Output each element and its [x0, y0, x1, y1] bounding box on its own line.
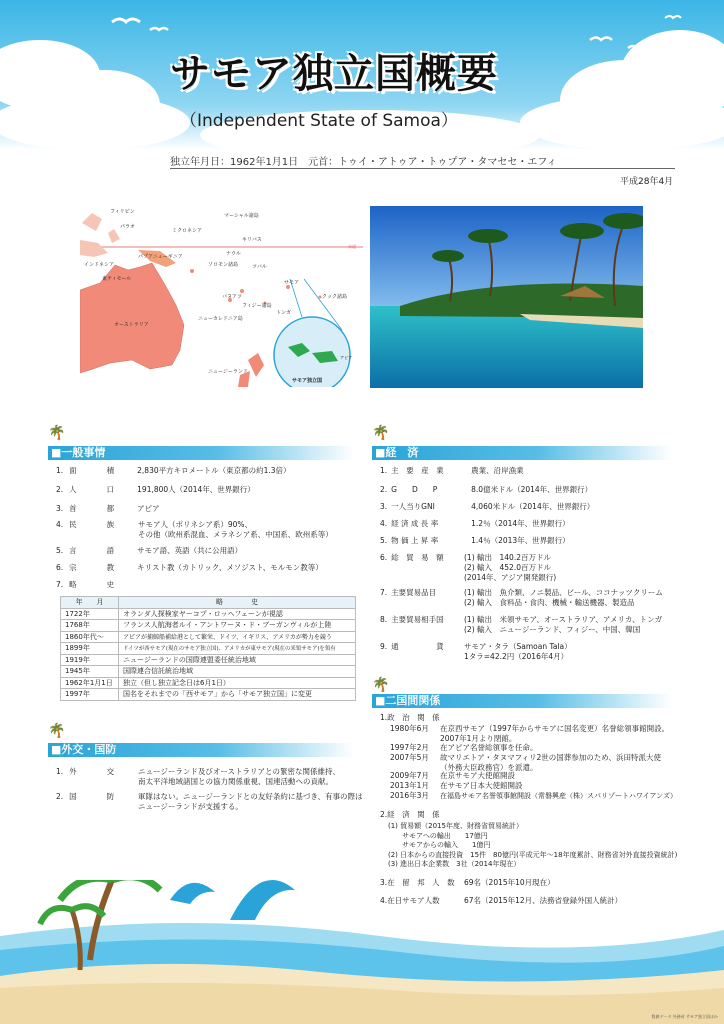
political-entry-text: 故マリエトア・タヌマフィリ2世の国葬参加のため、浜田特派大使 （外務大臣政務官）を派遣。	[440, 753, 661, 772]
map-label: 東ティモール	[102, 276, 132, 282]
map-label: パプアニューギニア	[138, 254, 183, 260]
political-entry-text: 在京サモア大使館開設	[440, 771, 515, 780]
political-entry-text: 在福島サモア名誉領事館開設（常磐興産（株）スパリゾートハワイアンズ）	[440, 792, 677, 800]
list-item-value: サモア人（ポリネシア系）90%、 その他（欧州系混血、メラネシア系、中国系、欧州系等）	[138, 520, 333, 539]
map-label: マーシャル諸島	[224, 213, 259, 219]
list-item: 2. G D P 8.0億米ドル（2014年、世界銀行）	[380, 485, 593, 494]
map-label: サモア	[284, 280, 300, 286]
palm-tree-icon: 🌴	[48, 425, 66, 441]
palm-tree-icon: 🌴	[372, 677, 390, 693]
subsection-label: 2.経 済 関 係	[380, 810, 440, 819]
map-label: バヌアツ	[222, 294, 243, 300]
table-row: 1997年 国名をそれまでの「西サモア」から「サモア独立国」に変更	[61, 689, 356, 701]
page-title: サモア独立国概要	[170, 51, 498, 97]
list-item-value: (1) 輸出 米領サモア、オーストラリア、アメリカ、トンガ (2) 輸入 ニュージーランド、フィジー、中国、韓国	[464, 615, 663, 634]
table-row: 1722年 オランダ人探検家ヤーコプ・ロッヘフェーンが視認	[61, 608, 356, 620]
map-label: トンガ	[276, 310, 292, 316]
map-label: クック諸島	[322, 294, 348, 300]
residents-label: 3.在 留 邦 人 数	[380, 878, 455, 887]
table-header: 略 史	[119, 597, 356, 609]
political-entry-text: 在アピア名誉総領事を任命。	[440, 743, 538, 752]
independence-head-of-state: 独立年月日：1962年1月1日 元首：トゥイ・アトゥア・トゥプア・タマセセ・エフィ	[170, 157, 557, 168]
list-item: 8. 主要貿易相手国	[380, 615, 444, 624]
divider	[170, 168, 675, 169]
palm-tree-icon: 🌴	[48, 723, 66, 739]
map-label: ソロモン諸島	[208, 262, 239, 268]
table-row: 1919年 ニュージーランドの国際連盟委任統治地域	[61, 654, 356, 666]
map-label: パラオ	[120, 224, 136, 230]
page-subtitle: （Independent State of Samoa）	[180, 111, 458, 131]
list-item-value: ニュージーランド及びオーストラリアとの緊密な関係維持、 南太平洋地域諸国との協力関係重視、国連活動への貢献。	[138, 767, 340, 786]
map-label: ニュージーランド	[208, 369, 248, 375]
list-item: 5. 言 語 サモア語、英語（共に公用語）	[56, 546, 243, 555]
table-header: 年 月	[61, 597, 119, 609]
beach-illustration	[0, 880, 724, 1024]
map-label: アピア	[340, 355, 352, 360]
list-item: 6. 宗 教 キリスト教（カトリック、メソジスト、モルモン教等）	[56, 563, 323, 572]
list-item: 1. 外 交	[56, 767, 115, 776]
list-item-value: (1) 輸出 140.2百万ドル (2) 輸入 452.0百万ドル (2014年、アジア開発銀行)	[464, 553, 557, 582]
political-entry: 2009年7月	[390, 771, 429, 780]
beach-photo	[370, 206, 643, 388]
political-entry: 1997年2月	[390, 743, 429, 752]
list-item: 7. 主要貿易品目	[380, 588, 437, 597]
report-date: 平成28年4月	[620, 177, 674, 187]
political-entry-text: 在サモア日本大使館開設	[440, 781, 523, 790]
region-map	[80, 205, 363, 387]
residents-value: 69名（2015年10月現在）	[464, 878, 555, 887]
political-entry: 1980年6月	[390, 724, 429, 733]
political-entry: 2016年3月	[390, 791, 429, 800]
table-row: 1860年代〜 アピアが捕鯨船補給港として繁栄、ドイツ、イギリス、アメリカが勢力を競う	[61, 631, 356, 643]
map-label: ツバル	[252, 264, 267, 270]
list-item: 5. 物 価 上 昇 率 1.4％（2013年、世界銀行）	[380, 536, 570, 545]
list-item: 2. 人 口 191,800人（2014年、世界銀行）	[56, 485, 255, 494]
list-item: 3. 一人当りGNI 4,060米ドル（2014年、世界銀行）	[380, 502, 595, 511]
history-table	[60, 596, 356, 701]
list-item-value: (1) 輸出 魚介類、ノニ製品、ビール、ココナッツクリーム (2) 輸入 食料品・食肉、機械・輸送機器、製造品	[464, 588, 663, 607]
list-item: 6. 総 貿 易 額	[380, 553, 444, 562]
samoans-value: 67名（2015年12月、法務省登録外国人統計）	[464, 896, 623, 905]
political-entry-text: 在京西サモア（1997年からサモアに国名変更）名誉総領事館開設。 2007年1月より閉館。	[440, 724, 670, 743]
table-row: 1899年 ドイツが西サモア(現在のサモア独立国)、アメリカが東サモア(現在の米領サモア)を領有	[61, 643, 356, 655]
dolphin-icon	[170, 880, 295, 920]
samoans-label: 4.在日サモア人数	[380, 896, 440, 905]
map-label: ミクロネシア	[172, 228, 203, 234]
list-item: 2. 国 防	[56, 792, 115, 801]
credit-note: 数値データ 外務省 サモア独立国ほか	[651, 1014, 718, 1019]
economic-relations: (1) 貿易額（2015年度、財務省貿易統計） サモアへの輸出 17億円 サモアからの輸入 1億円 (2) 日本からの直接投資 15件 80億円(平成元年〜18年度累計、財務省対外直接投資統計) (3) 進出日本企業数 3社（2014年現在）	[388, 822, 678, 868]
section-heading-general: ■一般事情	[48, 446, 354, 460]
map-label: 赤道	[348, 244, 356, 249]
political-entry: 2013年1月	[390, 781, 429, 790]
list-item: 4. 民 族	[56, 520, 115, 529]
table-row: 1962年1月1日 独立（但し独立記念日は6月1日）	[61, 677, 356, 689]
list-item: 1. 主 要 産 業 農業、沿岸漁業	[380, 466, 524, 475]
list-item-value: 軍隊はない。ニュージーランドとの友好条約に基づき、有事の際は ニュージーランドが支援する。	[138, 792, 363, 811]
table-row: 1768年 フランス人航海者ルイ・アントワーヌ・ド・ブーガンヴィルが上陸	[61, 620, 356, 632]
list-item-value: サモア・タラ（Samoan Tala） 1タラ=42.2円（2016年4月）	[464, 642, 572, 661]
list-item: 9. 通 貨	[380, 642, 444, 651]
map-label: キリバス	[242, 237, 262, 243]
map-label: ニューカレドニア島	[198, 316, 243, 322]
palm-tree-icon: 🌴	[372, 425, 390, 441]
map-label: フィジー諸島	[242, 303, 272, 309]
map-label: ナウル	[226, 251, 241, 257]
subsection-label: 1.政 治 関 係	[380, 713, 440, 722]
section-heading-diplomacy: ■外交・国防	[48, 743, 354, 757]
list-item: 4. 経 済 成 長 率 1.2％（2014年、世界銀行）	[380, 519, 570, 528]
map-label: インドネシア	[84, 262, 114, 268]
map-label: フィリピン	[110, 209, 135, 215]
map-inset-caption: サモア独立国	[292, 378, 323, 384]
political-entry: 2007年5月	[390, 753, 429, 762]
map-label: オーストラリア	[114, 322, 149, 328]
section-heading-economy: ■経 済	[372, 446, 672, 460]
table-row: 1945年 国際連合信託統治地域	[61, 666, 356, 678]
list-item: 7. 略 史	[56, 580, 115, 589]
list-item: 1. 面 積 2,830平方キロメートル（東京都の約1.3倍）	[56, 466, 291, 475]
list-item: 3. 首 都 アピア	[56, 504, 160, 513]
section-heading-bilateral: ■二国間関係	[372, 694, 672, 708]
table-header-row	[61, 597, 356, 609]
